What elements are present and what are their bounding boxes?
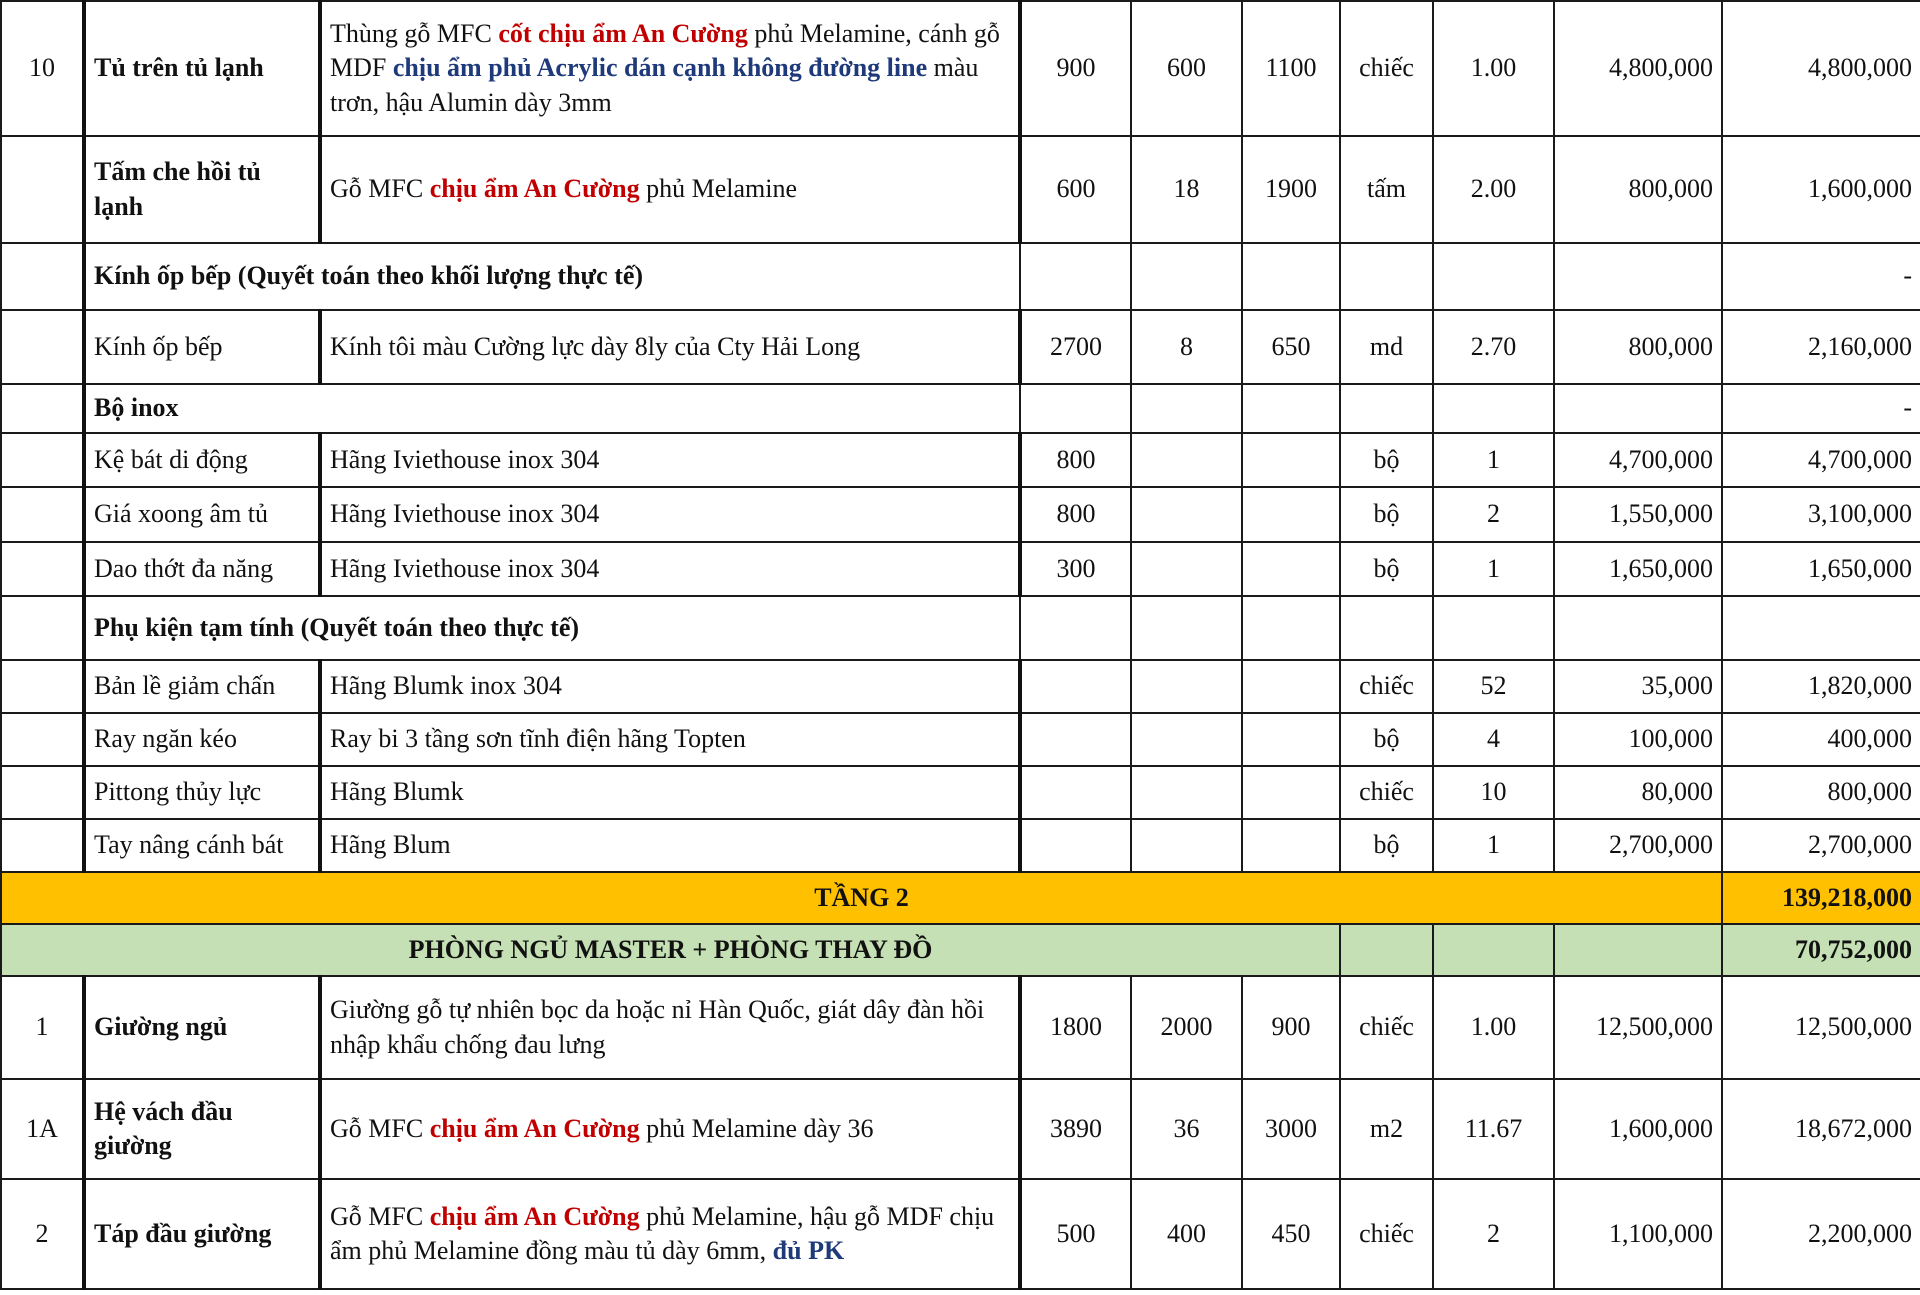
row-number: 1A [1, 1079, 84, 1179]
item-description: Giường gỗ tự nhiên bọc da hoặc nỉ Hàn Quốc, giát dây đàn hồi nhập khẩu chống đau lưng [320, 976, 1020, 1079]
width-cell [1020, 660, 1131, 713]
qty-cell [1433, 384, 1554, 433]
row-number [1, 819, 84, 872]
total-cell: - [1722, 384, 1920, 433]
width-cell: 900 [1020, 1, 1131, 136]
desc-highlight: cốt chịu ẩm An Cường [498, 19, 748, 49]
row-number [1, 596, 84, 660]
table-row [1, 713, 1920, 766]
unit-cell [1340, 924, 1433, 976]
item-name: Tấm che hồi tủ lạnh [84, 136, 320, 243]
depth-cell [1131, 766, 1242, 819]
width-cell [1020, 766, 1131, 819]
price-cell: 4,700,000 [1554, 433, 1722, 487]
table-row [1, 384, 1920, 433]
item-description [320, 1079, 1020, 1179]
width-cell: 2700 [1020, 310, 1131, 384]
row-number: 10 [1, 1, 84, 136]
price-cell: 1,100,000 [1554, 1179, 1722, 1289]
price-cell: 800,000 [1554, 310, 1722, 384]
unit-cell: chiếc [1340, 1, 1433, 136]
qty-cell: 1 [1433, 819, 1554, 872]
height-cell: 650 [1242, 310, 1340, 384]
row-number [1, 766, 84, 819]
unit-cell: bộ [1340, 433, 1433, 487]
item-name: Giá xoong âm tủ [84, 487, 320, 542]
table-row [1, 136, 1920, 243]
depth-cell [1131, 487, 1242, 542]
width-cell: 500 [1020, 1179, 1131, 1289]
item-name: Kính ốp bếp [84, 310, 320, 384]
table-row [1, 243, 1920, 310]
width-cell: 3890 [1020, 1079, 1131, 1179]
item-description: Hãng Blum [320, 819, 1020, 872]
unit-cell [1340, 384, 1433, 433]
price-cell: 100,000 [1554, 713, 1722, 766]
depth-cell [1131, 542, 1242, 596]
price-cell [1554, 596, 1722, 660]
row-number [1, 542, 84, 596]
qty-cell [1433, 596, 1554, 660]
section-title: Phụ kiện tạm tính (Quyết toán theo thực tế) [84, 596, 1020, 660]
room-summary-row [1, 924, 1920, 976]
depth-cell: 36 [1131, 1079, 1242, 1179]
total-cell: 2,200,000 [1722, 1179, 1920, 1289]
room-total: 70,752,000 [1722, 924, 1920, 976]
qty-cell: 2.00 [1433, 136, 1554, 243]
desc-text: màu trơn, hậu Alumin dày 3mm [330, 53, 979, 117]
table-row [1, 766, 1920, 819]
width-cell: 800 [1020, 487, 1131, 542]
height-cell: 1100 [1242, 1, 1340, 136]
unit-cell: chiếc [1340, 660, 1433, 713]
desc-highlight: chịu ẩm An Cường [429, 1113, 640, 1143]
depth-cell [1131, 243, 1242, 310]
qty-cell: 2 [1433, 1179, 1554, 1289]
unit-cell: bộ [1340, 487, 1433, 542]
unit-cell: chiếc [1340, 766, 1433, 819]
item-description [320, 1179, 1020, 1289]
total-cell: - [1722, 243, 1920, 310]
depth-cell: 2000 [1131, 976, 1242, 1079]
desc-highlight: đủ PK [772, 1236, 845, 1265]
width-cell [1020, 713, 1131, 766]
desc-text: Gỗ MFC [330, 1113, 430, 1143]
depth-cell [1131, 384, 1242, 433]
height-cell [1242, 384, 1340, 433]
total-cell: 4,700,000 [1722, 433, 1920, 487]
item-description: Hãng Blumk [320, 766, 1020, 819]
row-number: 1 [1, 976, 84, 1079]
item-name: Bản lề giảm chấn [84, 660, 320, 713]
row-number [1, 487, 84, 542]
qty-cell [1433, 243, 1554, 310]
item-description: Hãng Blumk inox 304 [320, 660, 1020, 713]
room-label: PHÒNG NGỦ MASTER + PHÒNG THAY ĐỒ [1, 924, 1340, 976]
item-name: Táp đầu giường [84, 1179, 320, 1289]
price-cell: 2,700,000 [1554, 819, 1722, 872]
height-cell [1242, 660, 1340, 713]
item-name: Giường ngủ [84, 976, 320, 1079]
total-cell: 4,800,000 [1722, 1, 1920, 136]
total-cell: 12,500,000 [1722, 976, 1920, 1079]
item-description: Hãng Iviethouse inox 304 [320, 542, 1020, 596]
floor-summary-row [1, 872, 1920, 924]
unit-cell: bộ [1340, 819, 1433, 872]
depth-cell [1131, 660, 1242, 713]
unit-cell: tấm [1340, 136, 1433, 243]
width-cell: 800 [1020, 433, 1131, 487]
total-cell: 1,600,000 [1722, 136, 1920, 243]
table-row [1, 660, 1920, 713]
item-name: Pittong thủy lực [84, 766, 320, 819]
desc-highlight: chịu ẩm An Cường [429, 174, 640, 204]
desc-text: phủ Melamine [639, 174, 798, 204]
total-cell: 18,672,000 [1722, 1079, 1920, 1179]
depth-cell [1131, 433, 1242, 487]
table-row [1, 819, 1920, 872]
total-cell: 800,000 [1722, 766, 1920, 819]
price-cell [1554, 243, 1722, 310]
row-number [1, 310, 84, 384]
price-cell [1554, 924, 1722, 976]
qty-cell: 1 [1433, 542, 1554, 596]
table-row [1, 596, 1920, 660]
height-cell [1242, 819, 1340, 872]
qty-cell: 11.67 [1433, 1079, 1554, 1179]
height-cell [1242, 243, 1340, 310]
qty-cell: 2.70 [1433, 310, 1554, 384]
floor-label: TẦNG 2 [1, 872, 1722, 924]
desc-text: Gỗ MFC [330, 1201, 430, 1231]
row-number [1, 660, 84, 713]
unit-cell: m2 [1340, 1079, 1433, 1179]
price-cell [1554, 384, 1722, 433]
price-cell: 1,650,000 [1554, 542, 1722, 596]
price-cell: 1,550,000 [1554, 487, 1722, 542]
depth-cell: 600 [1131, 1, 1242, 136]
price-cell: 80,000 [1554, 766, 1722, 819]
unit-cell [1340, 596, 1433, 660]
section-title: Bộ inox [84, 384, 1020, 433]
section-title: Kính ốp bếp (Quyết toán theo khối lượng thực tế) [84, 243, 1020, 310]
row-number [1, 433, 84, 487]
desc-highlight: chịu ẩm An Cường [429, 1201, 640, 1231]
total-cell: 1,650,000 [1722, 542, 1920, 596]
unit-cell [1340, 243, 1433, 310]
row-number [1, 713, 84, 766]
depth-cell [1131, 596, 1242, 660]
row-number: 2 [1, 1179, 84, 1289]
item-name: Tay nâng cánh bát [84, 819, 320, 872]
qty-cell: 1 [1433, 433, 1554, 487]
qty-cell: 1.00 [1433, 1, 1554, 136]
height-cell: 1900 [1242, 136, 1340, 243]
height-cell [1242, 542, 1340, 596]
unit-cell: chiếc [1340, 976, 1433, 1079]
row-number [1, 136, 84, 243]
qty-cell: 2 [1433, 487, 1554, 542]
table-row [1, 1079, 1920, 1179]
item-description [320, 136, 1020, 243]
table-row [1, 542, 1920, 596]
item-description: Kính tôi màu Cường lực dày 8ly của Cty Hải Long [320, 310, 1020, 384]
height-cell [1242, 766, 1340, 819]
qty-cell [1433, 924, 1554, 976]
width-cell [1020, 384, 1131, 433]
price-cell: 1,600,000 [1554, 1079, 1722, 1179]
table-row [1, 1179, 1920, 1289]
unit-cell: chiếc [1340, 1179, 1433, 1289]
height-cell: 900 [1242, 976, 1340, 1079]
total-cell [1722, 596, 1920, 660]
unit-cell: bộ [1340, 713, 1433, 766]
table-row [1, 433, 1920, 487]
depth-cell [1131, 713, 1242, 766]
table-row [1, 976, 1920, 1079]
depth-cell: 18 [1131, 136, 1242, 243]
desc-text: Gỗ MFC [330, 174, 430, 204]
total-cell: 1,820,000 [1722, 660, 1920, 713]
width-cell: 300 [1020, 542, 1131, 596]
desc-text: phủ Melamine, hậu gỗ MDF chịu ẩm phủ Melamine đồng màu tủ dày 6mm, [330, 1201, 995, 1265]
total-cell: 2,700,000 [1722, 819, 1920, 872]
price-cell: 4,800,000 [1554, 1, 1722, 136]
item-name: Kệ bát di động [84, 433, 320, 487]
item-name: Ray ngăn kéo [84, 713, 320, 766]
height-cell [1242, 713, 1340, 766]
item-description [320, 1, 1020, 136]
table-row [1, 1, 1920, 136]
height-cell [1242, 487, 1340, 542]
table-row [1, 310, 1920, 384]
table-row [1, 487, 1920, 542]
qty-cell: 4 [1433, 713, 1554, 766]
width-cell [1020, 819, 1131, 872]
height-cell: 3000 [1242, 1079, 1340, 1179]
depth-cell: 8 [1131, 310, 1242, 384]
item-name: Dao thớt đa năng [84, 542, 320, 596]
depth-cell [1131, 819, 1242, 872]
price-cell: 800,000 [1554, 136, 1722, 243]
desc-text: phủ Melamine, cánh gỗ MDF [330, 19, 1000, 83]
total-cell: 3,100,000 [1722, 487, 1920, 542]
desc-highlight: chịu ẩm phủ Acrylic dán cạnh không đường line [392, 53, 928, 83]
unit-cell: bộ [1340, 542, 1433, 596]
width-cell: 1800 [1020, 976, 1131, 1079]
desc-text: Thùng gỗ MFC [330, 19, 499, 49]
unit-cell: md [1340, 310, 1433, 384]
price-cell: 12,500,000 [1554, 976, 1722, 1079]
width-cell: 600 [1020, 136, 1131, 243]
depth-cell: 400 [1131, 1179, 1242, 1289]
row-number [1, 243, 84, 310]
item-description: Ray bi 3 tầng sơn tĩnh điện hãng Topten [320, 713, 1020, 766]
item-description: Hãng Iviethouse inox 304 [320, 433, 1020, 487]
total-cell: 2,160,000 [1722, 310, 1920, 384]
height-cell [1242, 596, 1340, 660]
desc-text: phủ Melamine dày 36 [639, 1113, 874, 1143]
qty-cell: 52 [1433, 660, 1554, 713]
item-description: Hãng Iviethouse inox 304 [320, 487, 1020, 542]
height-cell: 450 [1242, 1179, 1340, 1289]
width-cell [1020, 243, 1131, 310]
floor-total: 139,218,000 [1722, 872, 1920, 924]
qty-cell: 10 [1433, 766, 1554, 819]
width-cell [1020, 596, 1131, 660]
price-cell: 35,000 [1554, 660, 1722, 713]
qty-cell: 1.00 [1433, 976, 1554, 1079]
item-name: Tủ trên tủ lạnh [84, 1, 320, 136]
item-name: Hệ vách đầu giường [84, 1079, 320, 1179]
row-number [1, 384, 84, 433]
height-cell [1242, 433, 1340, 487]
total-cell: 400,000 [1722, 713, 1920, 766]
